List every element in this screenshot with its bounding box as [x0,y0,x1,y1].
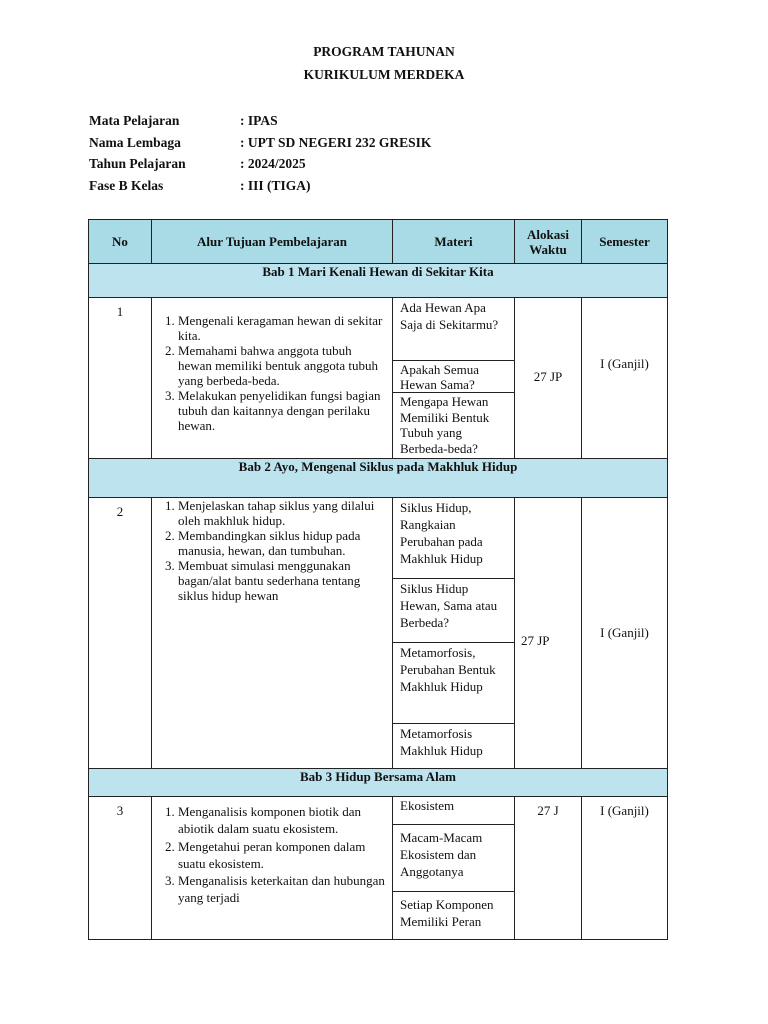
semester-value: I (Ganjil) [582,298,668,459]
objective-item: 1. Menjelaskan tahap siklus yang dilalui oleh makhluk hidup. [178,498,386,528]
objectives-cell [152,797,393,940]
materi-item: Ada Hewan Apa Saja di Sekitarmu? [393,298,514,361]
objective-item: 2. Mengetahui peran komponen dalam suatu ekosistem. [178,838,386,873]
document-subtitle: KURIKULUM MERDEKA [303,67,465,82]
chapter-row [89,769,668,797]
materi-item: Siklus Hidup, Rangkaian Perubahan pada Makhluk Hidup [393,498,514,579]
materi-item: Metamorfosis, Perubahan Bentuk Makhluk Hidup [393,643,514,724]
chapter-row [89,264,668,298]
content-row [89,298,668,459]
materi-cell [393,797,515,940]
chapter-row [89,459,668,498]
objectives-cell [152,498,393,769]
info-label: Tahun Pelajaran [89,156,186,172]
materi-item: Siklus Hidup Hewan, Sama atau Berbeda? [393,579,514,643]
alokasi-value: 27 JP [515,498,582,769]
header-atp: Alur Tujuan Pembelajaran [152,220,393,264]
materi-item: Macam-Macam Ekosistem dan Anggotanya [393,825,514,892]
chapter-title: Bab 1 Mari Kenali Hewan di Sekitar Kita [89,264,668,298]
info-row [89,153,431,175]
materi-item: Metamorfosis Makhluk Hidup [400,726,483,758]
objective-item: 2. Memahami bahwa anggota tubuh hewan memiliki bentuk anggota tubuh yang berbeda-beda. [178,343,386,388]
header-materi: Materi [393,220,515,264]
content-row [89,797,668,940]
objective-item: 1. Menganalisis komponen biotik dan abiotik dalam suatu ekosistem. [178,803,386,838]
objectives-cell [152,298,393,459]
info-row [89,110,431,132]
alokasi-value: 27 J [515,797,582,940]
materi-cell [393,298,515,459]
semester-value: I (Ganjil) [582,797,668,940]
objectives-list [152,313,392,433]
semester-value: I (Ganjil) [582,498,668,769]
info-value: : III (TIGA) [240,178,311,194]
header-alokasi: Alokasi Waktu [515,220,582,264]
info-block [89,110,431,197]
document-title: PROGRAM TAHUNAN [313,44,455,59]
info-label: Nama Lembaga [89,134,181,150]
objectives-list [152,498,392,603]
info-value: : UPT SD NEGERI 232 GRESIK [240,134,432,150]
alokasi-value: 27 JP [515,298,582,459]
materi-item: Mengapa Hewan Memiliki Bentuk Tubuh yang Berbeda-beda? [400,394,490,456]
info-label: Fase B Kelas [89,178,164,194]
header-no: No [89,220,152,264]
materi-item: Ekosistem [393,797,514,825]
row-number: 1 [89,298,152,459]
info-row [89,132,431,154]
objective-item: 3. Menganalisis keterkaitan dan hubungan yang terjadi [178,872,386,907]
row-number: 3 [89,797,152,940]
materi-item: Setiap Komponen Memiliki Peran [400,897,494,929]
materi-item: Apakah Semua Hewan Sama? [393,361,514,393]
header-semester: Semester [582,220,668,264]
info-value: : 2024/2025 [240,156,306,172]
header-row [89,220,668,264]
info-label: Mata Pelajaran [89,113,180,128]
objective-item: 3. Melakukan penyelidikan fungsi bagian tubuh dan kaitannya dengan perilaku hewan. [178,388,386,433]
objective-item: 3. Membuat simulasi menggunakan bagan/alat bantu sederhana tentang siklus hidup hewan [178,558,386,603]
objective-item: 2. Membandingkan siklus hidup pada manusia, hewan, dan tumbuhan. [178,528,386,558]
objective-item: 1. Mengenali keragaman hewan di sekitar kita. [178,313,386,343]
program-table [88,219,668,940]
content-row [89,498,668,769]
info-value: : IPAS [240,113,278,128]
row-number: 2 [89,498,152,769]
chapter-title: Bab 2 Ayo, Mengenal Siklus pada Makhluk Hidup [89,459,668,498]
chapter-title: Bab 3 Hidup Bersama Alam [89,769,668,797]
materi-cell [393,498,515,769]
objectives-list [152,803,392,907]
info-row [89,175,431,197]
